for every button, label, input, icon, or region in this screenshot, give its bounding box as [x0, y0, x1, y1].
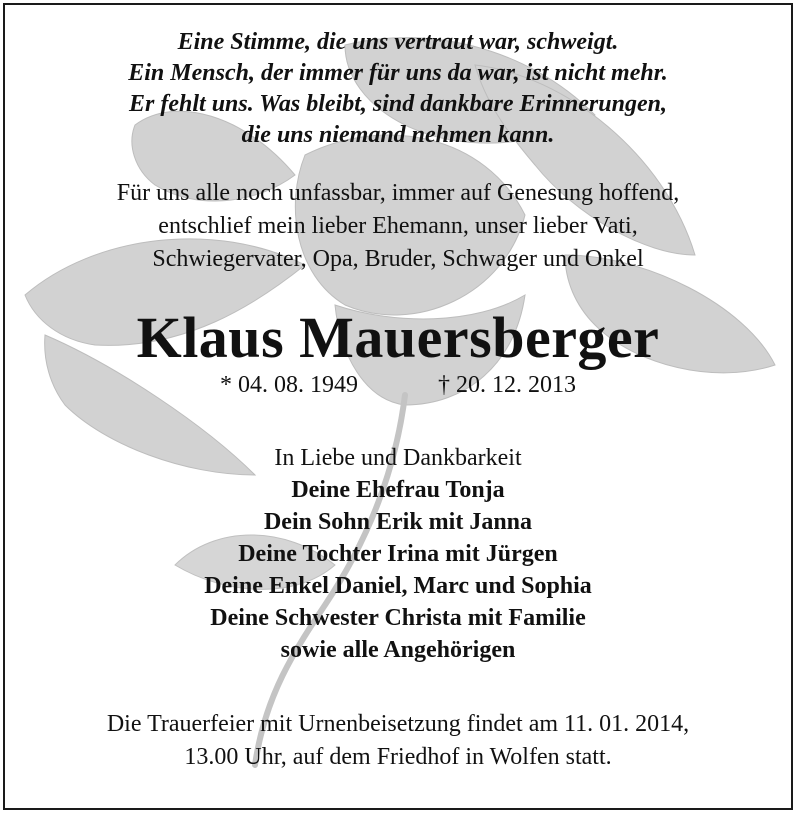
- intro-line: Für uns alle noch unfassbar, immer auf Genesung hoffend,: [116, 180, 680, 206]
- funeral-notice: [5, 708, 791, 774]
- funeral-line: 13.00 Uhr, auf dem Friedhof in Wolfen statt.: [184, 744, 612, 770]
- obituary-content: [5, 5, 791, 774]
- mourner-line: Deine Ehefrau Tonja: [291, 477, 505, 503]
- mourner-line: Deine Tochter Irina mit Jürgen: [238, 541, 558, 567]
- death-date: † 20. 12. 2013: [438, 372, 576, 398]
- life-dates: [5, 370, 791, 400]
- obituary-frame: [3, 3, 793, 810]
- motto-line: Ein Mensch, der immer für uns da war, ist nicht mehr.: [128, 60, 668, 86]
- birth-date: * 04. 08. 1949: [220, 372, 358, 398]
- mourner-line: sowie alle Angehörigen: [280, 637, 516, 663]
- intro-line: Schwiegervater, Opa, Bruder, Schwager und Onkel: [152, 246, 644, 272]
- mourners-list: [5, 474, 791, 666]
- motto-line: die uns niemand nehmen kann.: [241, 122, 555, 148]
- intro-line: entschlief mein lieber Ehemann, unser lieber Vati,: [158, 213, 638, 239]
- motto-line: Eine Stimme, die uns vertraut war, schweigt.: [177, 29, 619, 55]
- deceased-name: Klaus Mauersberger: [136, 305, 660, 370]
- mourner-line: Deine Enkel Daniel, Marc und Sophia: [204, 573, 592, 599]
- funeral-line: Die Trauerfeier mit Urnenbeisetzung findet am 11. 01. 2014,: [106, 711, 690, 737]
- mourner-line: Deine Schwester Christa mit Familie: [210, 605, 586, 631]
- motto-line: Er fehlt uns. Was bleibt, sind dankbare Erinnerungen,: [129, 91, 667, 117]
- mourner-line: Dein Sohn Erik mit Janna: [263, 509, 533, 535]
- mourners-intro: In Liebe und Dankbarkeit: [274, 445, 522, 471]
- intro-text: [5, 177, 791, 276]
- motto: [5, 27, 791, 151]
